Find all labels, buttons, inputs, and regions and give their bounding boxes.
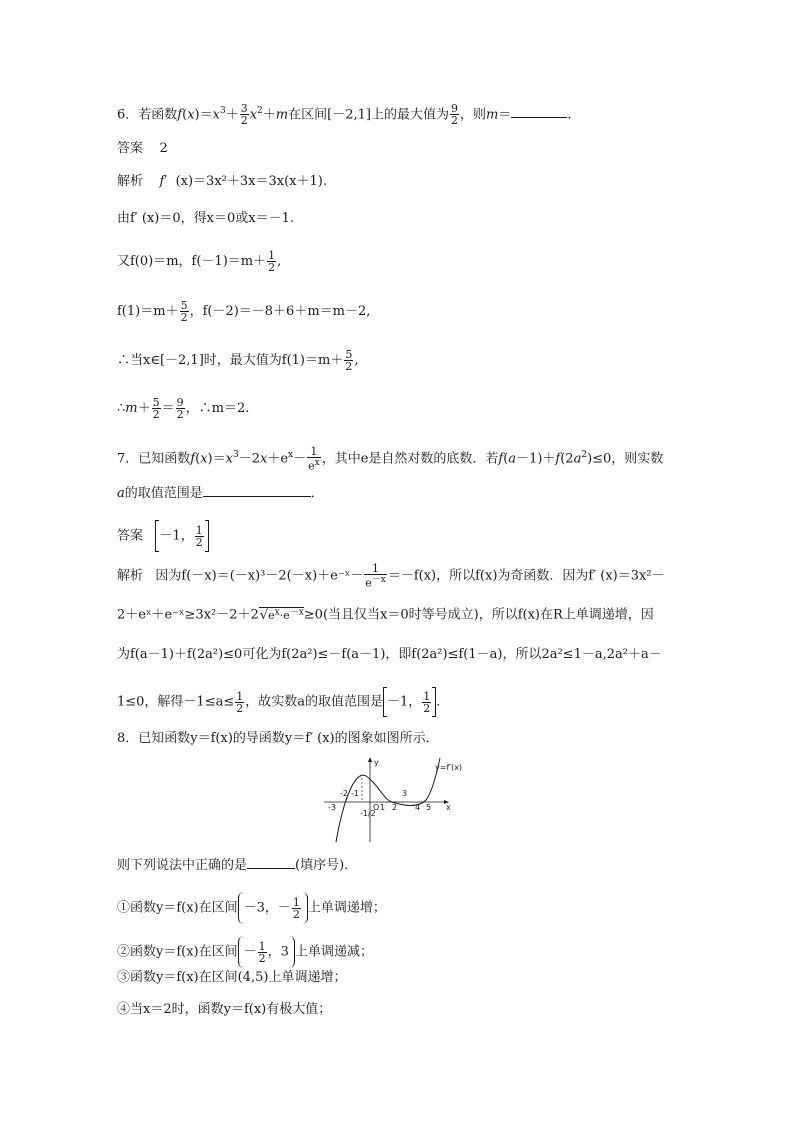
fraction: $\frac{1}{2}$ [268,249,276,274]
q8-option-4: ④当x＝2时，函数y＝f(x)有极大值； [117,1002,332,1017]
q6-analysis-2: 由f′ (x)＝0，得x＝0或x＝－1. [117,211,294,226]
tick-label: 2 [392,803,398,812]
q6-analysis-5: ∴当x∈[－2,1]时，最大值为f(1)＝m＋ $\frac{5}{2}$ , [117,348,359,373]
q7-answer: 答案 －1， $\frac{1}{2}$ [117,520,209,552]
q6-analysis-6: ∴m＋ $\frac{5}{2}$ ＝ $\frac{9}{2}$ ，∴m＝2. [117,396,250,421]
q7-analysis-4: 1≤0，解得－1≤a≤ $\frac{1}{2}$ ，故实数a的取值范围是 －1， $\frac{1}{2}$ . [117,687,440,717]
tick-label: -2 [340,789,348,798]
fraction: $\frac{5}{2}$ [180,299,188,324]
q8-number: 8． [117,731,139,746]
y-axis-arrow [368,757,372,762]
fraction: $\frac{1}{2}$ [292,895,300,921]
q8-ask: 则下列说法中正确的是 (填序号)． [117,858,358,873]
fraction: $\frac{1}{2}$ [423,689,431,715]
fraction: $\frac{1}{e^x}$ [308,445,320,473]
derivative-graph [322,756,463,844]
left-bracket [383,687,387,717]
q7-analysis-3: 为f(a－1)＋f(2a²)≤0可化为f(2a²)≤－f(a－1)，即f(2a²)≤f(1－a)，所以2a²≤1－a,2a²＋a－ [117,647,662,662]
tick-label: 3 [402,789,408,798]
fraction: $\frac{5}{2}$ [152,396,160,421]
answer-blank[interactable] [247,856,295,869]
q7-stem-1: 7．已知函数$f(x)=x^3-2x+e^x-$ $\frac{1}{e^x}$ ，其中e是自然对数的底数．若$f(a-1)+f(2a^2)\le 0$，则实数 [117,445,664,473]
fraction: $\frac{5}{2}$ [345,348,353,373]
q6-analysis-1: 解析 f′ (x)＝3x²＋3x＝3x(x＋1). [117,174,327,189]
left-paren [238,936,244,968]
q8-stem: 8．已知函数y＝f(x)的导函数y＝f′ (x)的图象如图所示． [117,731,439,746]
right-bracket [205,520,209,552]
q6-analysis-4: f(1)＝m＋ $\frac{5}{2}$ ，f(－2)＝－8＋6＋m＝m－2, [117,299,371,324]
fraction: $\frac{9}{2}$ [450,102,458,128]
q7-analysis-2: $2+eˣ+e^-ˣ\ge 3x^2-2+2√e^x\cdot e^{-x}\ge 0$(当且仅当x＝0时等号成立)，所以f(x)在R上单调递增，因 [117,607,654,623]
tick-label: 4 [415,803,421,812]
tick-label: -3 [328,803,336,812]
neg-half-label: -1/2 [360,809,376,818]
fraction: $\frac{1}{2}$ [195,523,203,549]
fraction: $\frac{1}{e^{-x}}$ [365,562,386,590]
derivative-curve [336,758,440,842]
tick-label: 1 [380,803,386,812]
fraction: $\frac{9}{2}$ [176,396,184,421]
curve-label: y=f′(x) [435,763,463,772]
fraction: $\frac{3}{2}$ [240,102,248,128]
fraction: $\frac{1}{2}$ [258,939,266,965]
q6-number: 6． [117,107,139,123]
q7-analysis-1: 解析 因为f(－x)＝(－x)³－2(－x)＋e⁻ˣ－ $\frac{1}{e^{-x}}$ ＝－f(x)，所以f(x)为奇函数．因为f′ (x)＝3x²－ [117,562,665,590]
y-label: y [374,758,379,767]
answer-value: 2 [159,141,168,156]
fraction: $\frac{1}{2}$ [236,689,244,715]
q6-stem: 6．若函数$f(x)=x^3+$ $\frac{3}{2}$ $x^2+m$在区间[－2,1]上的最大值为 $\frac{9}{2}$ ，则m＝ . [117,102,572,128]
q7-stem-2: a的取值范围是 ． [117,486,324,501]
answer-blank[interactable] [511,105,567,118]
tick-label: 5 [426,803,432,812]
q6-answer: 答案 2 [117,141,168,156]
right-bracket [432,687,436,717]
answer-blank[interactable] [203,484,311,497]
origin-label: O [373,803,380,812]
q8-option-1: ①函数y＝f(x)在区间 －3，－ $\frac{1}{2}$ 上单调递增； [117,892,386,924]
left-bracket [155,520,159,552]
q7-number: 7． [117,451,139,467]
tick-label: -1 [351,789,359,798]
q8-option-2: ②函数y＝f(x)在区间 － $\frac{1}{2}$ ，3 上单调递减； [117,936,373,968]
q6-analysis-3: 又f(0)＝m，f(－1)＝m＋ $\frac{1}{2}$ , [117,249,282,274]
left-paren [238,892,244,924]
q8-option-3: ③函数y＝f(x)在区间(4,5)上单调递增； [117,970,347,985]
x-label: x [446,803,451,812]
